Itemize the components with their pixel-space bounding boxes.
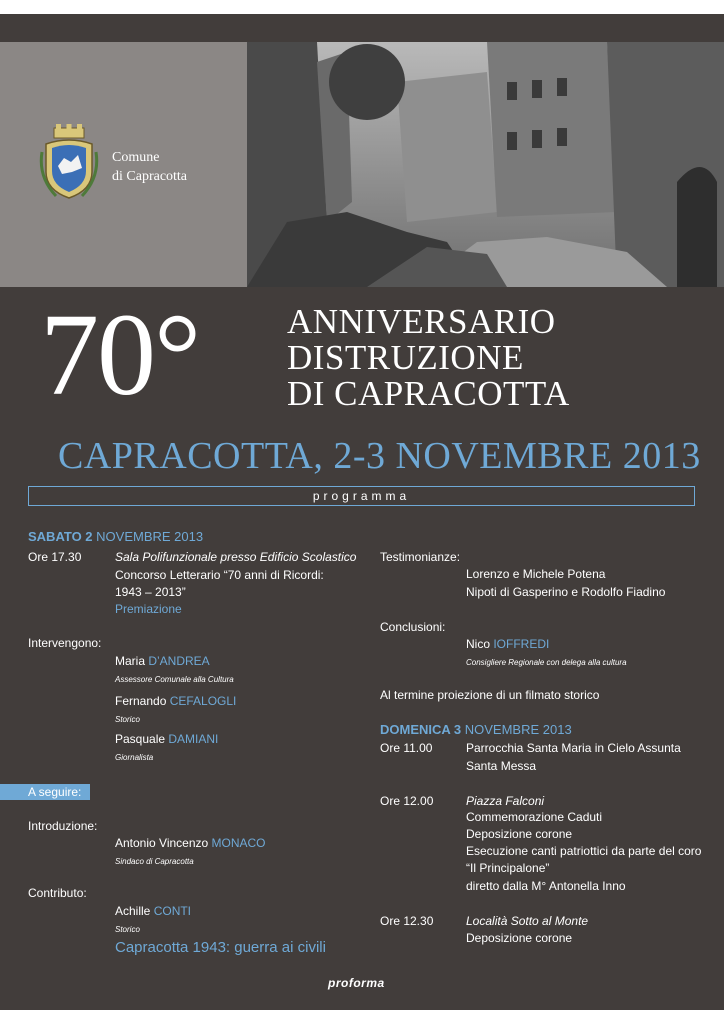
domenica-item-2-place: Piazza Falconi [466, 794, 545, 808]
domenica-item-2-line-4: “Il Principalone” [466, 861, 550, 875]
domenica-item-2-line-2: Deposizione corone [466, 827, 573, 841]
speaker-name: Fernando CEFALOGLI [115, 694, 237, 708]
coat-of-arms-icon [38, 122, 100, 202]
testimonianze-line-2: Nipoti di Gasperino e Rodolfo Fiadino [466, 585, 666, 599]
intro-speaker-name: Antonio Vincenzo MONACO [115, 836, 266, 850]
contributo-label: Contributo: [28, 886, 87, 900]
historic-street-photo [247, 42, 724, 287]
domenica-item-1-line-1: Parrocchia Santa Maria in Cielo Assunta [466, 741, 681, 755]
event-date: CAPRACOTTA, 2-3 NOVEMBRE 2013 [58, 435, 701, 477]
comune-name-line1: Comune [112, 150, 160, 165]
premiazione-label: Premiazione [115, 602, 182, 616]
filmato-note: Al termine proiezione di un filmato storico [380, 688, 600, 702]
programma-label: programma [312, 489, 411, 503]
contrib-speaker-role: Storico [115, 925, 140, 934]
poster [0, 14, 724, 1010]
testimonianze-line-1: Lorenzo e Michele Potena [466, 567, 606, 581]
speaker-name: Pasquale DAMIANI [115, 732, 219, 746]
domenica-item-3-line-1: Deposizione corone [466, 931, 573, 945]
domenica-item-2-line-3: Esecuzione canti patriottici da parte del coro [466, 844, 702, 858]
domenica-item-2-line-1: Commemorazione Caduti [466, 810, 603, 824]
speaker-role: Assessore Comunale alla Cultura [115, 675, 234, 684]
contest-line-2: 1943 – 2013” [115, 585, 186, 599]
domenica-item-1-line-2: Santa Messa [466, 759, 537, 773]
title-line-3: DI CAPRACOTTA [287, 374, 570, 413]
conclusioni-speaker-role: Consigliere Regionale con delega alla cultura [466, 658, 627, 667]
domenica-time-3: Ore 12.30 [380, 914, 434, 928]
speaker-role: Giornalista [115, 753, 154, 762]
sabato-heading [28, 530, 203, 544]
domenica-month: NOVEMBRE 2013 [461, 722, 572, 737]
conclusioni-speaker-name: Nico IOFFREDI [466, 637, 550, 651]
domenica-time-2: Ore 12.00 [380, 794, 434, 808]
programma-box [28, 486, 695, 506]
anniversary-number: 70° [40, 289, 200, 420]
domenica-heading [380, 723, 572, 737]
comune-name-line2: di Capracotta [112, 169, 188, 184]
intro-speaker-role: Sindaco di Capracotta [115, 857, 194, 866]
proforma-logo: proforma [328, 976, 385, 990]
conclusioni-label: Conclusioni: [380, 620, 446, 634]
a-seguire-bar [0, 784, 90, 800]
a-seguire-label: A seguire: [28, 785, 82, 799]
intervengono-label: Intervengono: [28, 636, 102, 650]
title-line-1: ANNIVERSARIO [287, 302, 556, 341]
speaker-name: Maria D’ANDREA [115, 654, 210, 668]
talk-title: Capracotta 1943: guerra ai civili [115, 939, 326, 956]
domenica-item-3-place: Località Sotto al Monte [466, 914, 589, 928]
domenica-day: DOMENICA 3 [380, 722, 462, 737]
domenica-time-1: Ore 11.00 [380, 741, 433, 755]
sabato-place: Sala Polifunzionale presso Edificio Scolastico [115, 550, 357, 564]
introduzione-label: Introduzione: [28, 819, 98, 833]
testimonianze-label: Testimonianze: [380, 550, 461, 564]
speaker-role: Storico [115, 715, 140, 724]
sabato-month: NOVEMBRE 2013 [92, 529, 204, 544]
contrib-speaker-name: Achille CONTI [115, 904, 192, 918]
logo-panel [0, 42, 247, 287]
sabato-day: SABATO 2 [28, 529, 93, 544]
sabato-time: Ore 17.30 [28, 550, 82, 564]
domenica-item-2-line-5: diretto dalla M° Antonella Inno [466, 879, 626, 893]
title-line-2: DISTRUZIONE [287, 338, 524, 377]
contest-line-1: Concorso Letterario “70 anni di Ricordi: [115, 568, 324, 582]
